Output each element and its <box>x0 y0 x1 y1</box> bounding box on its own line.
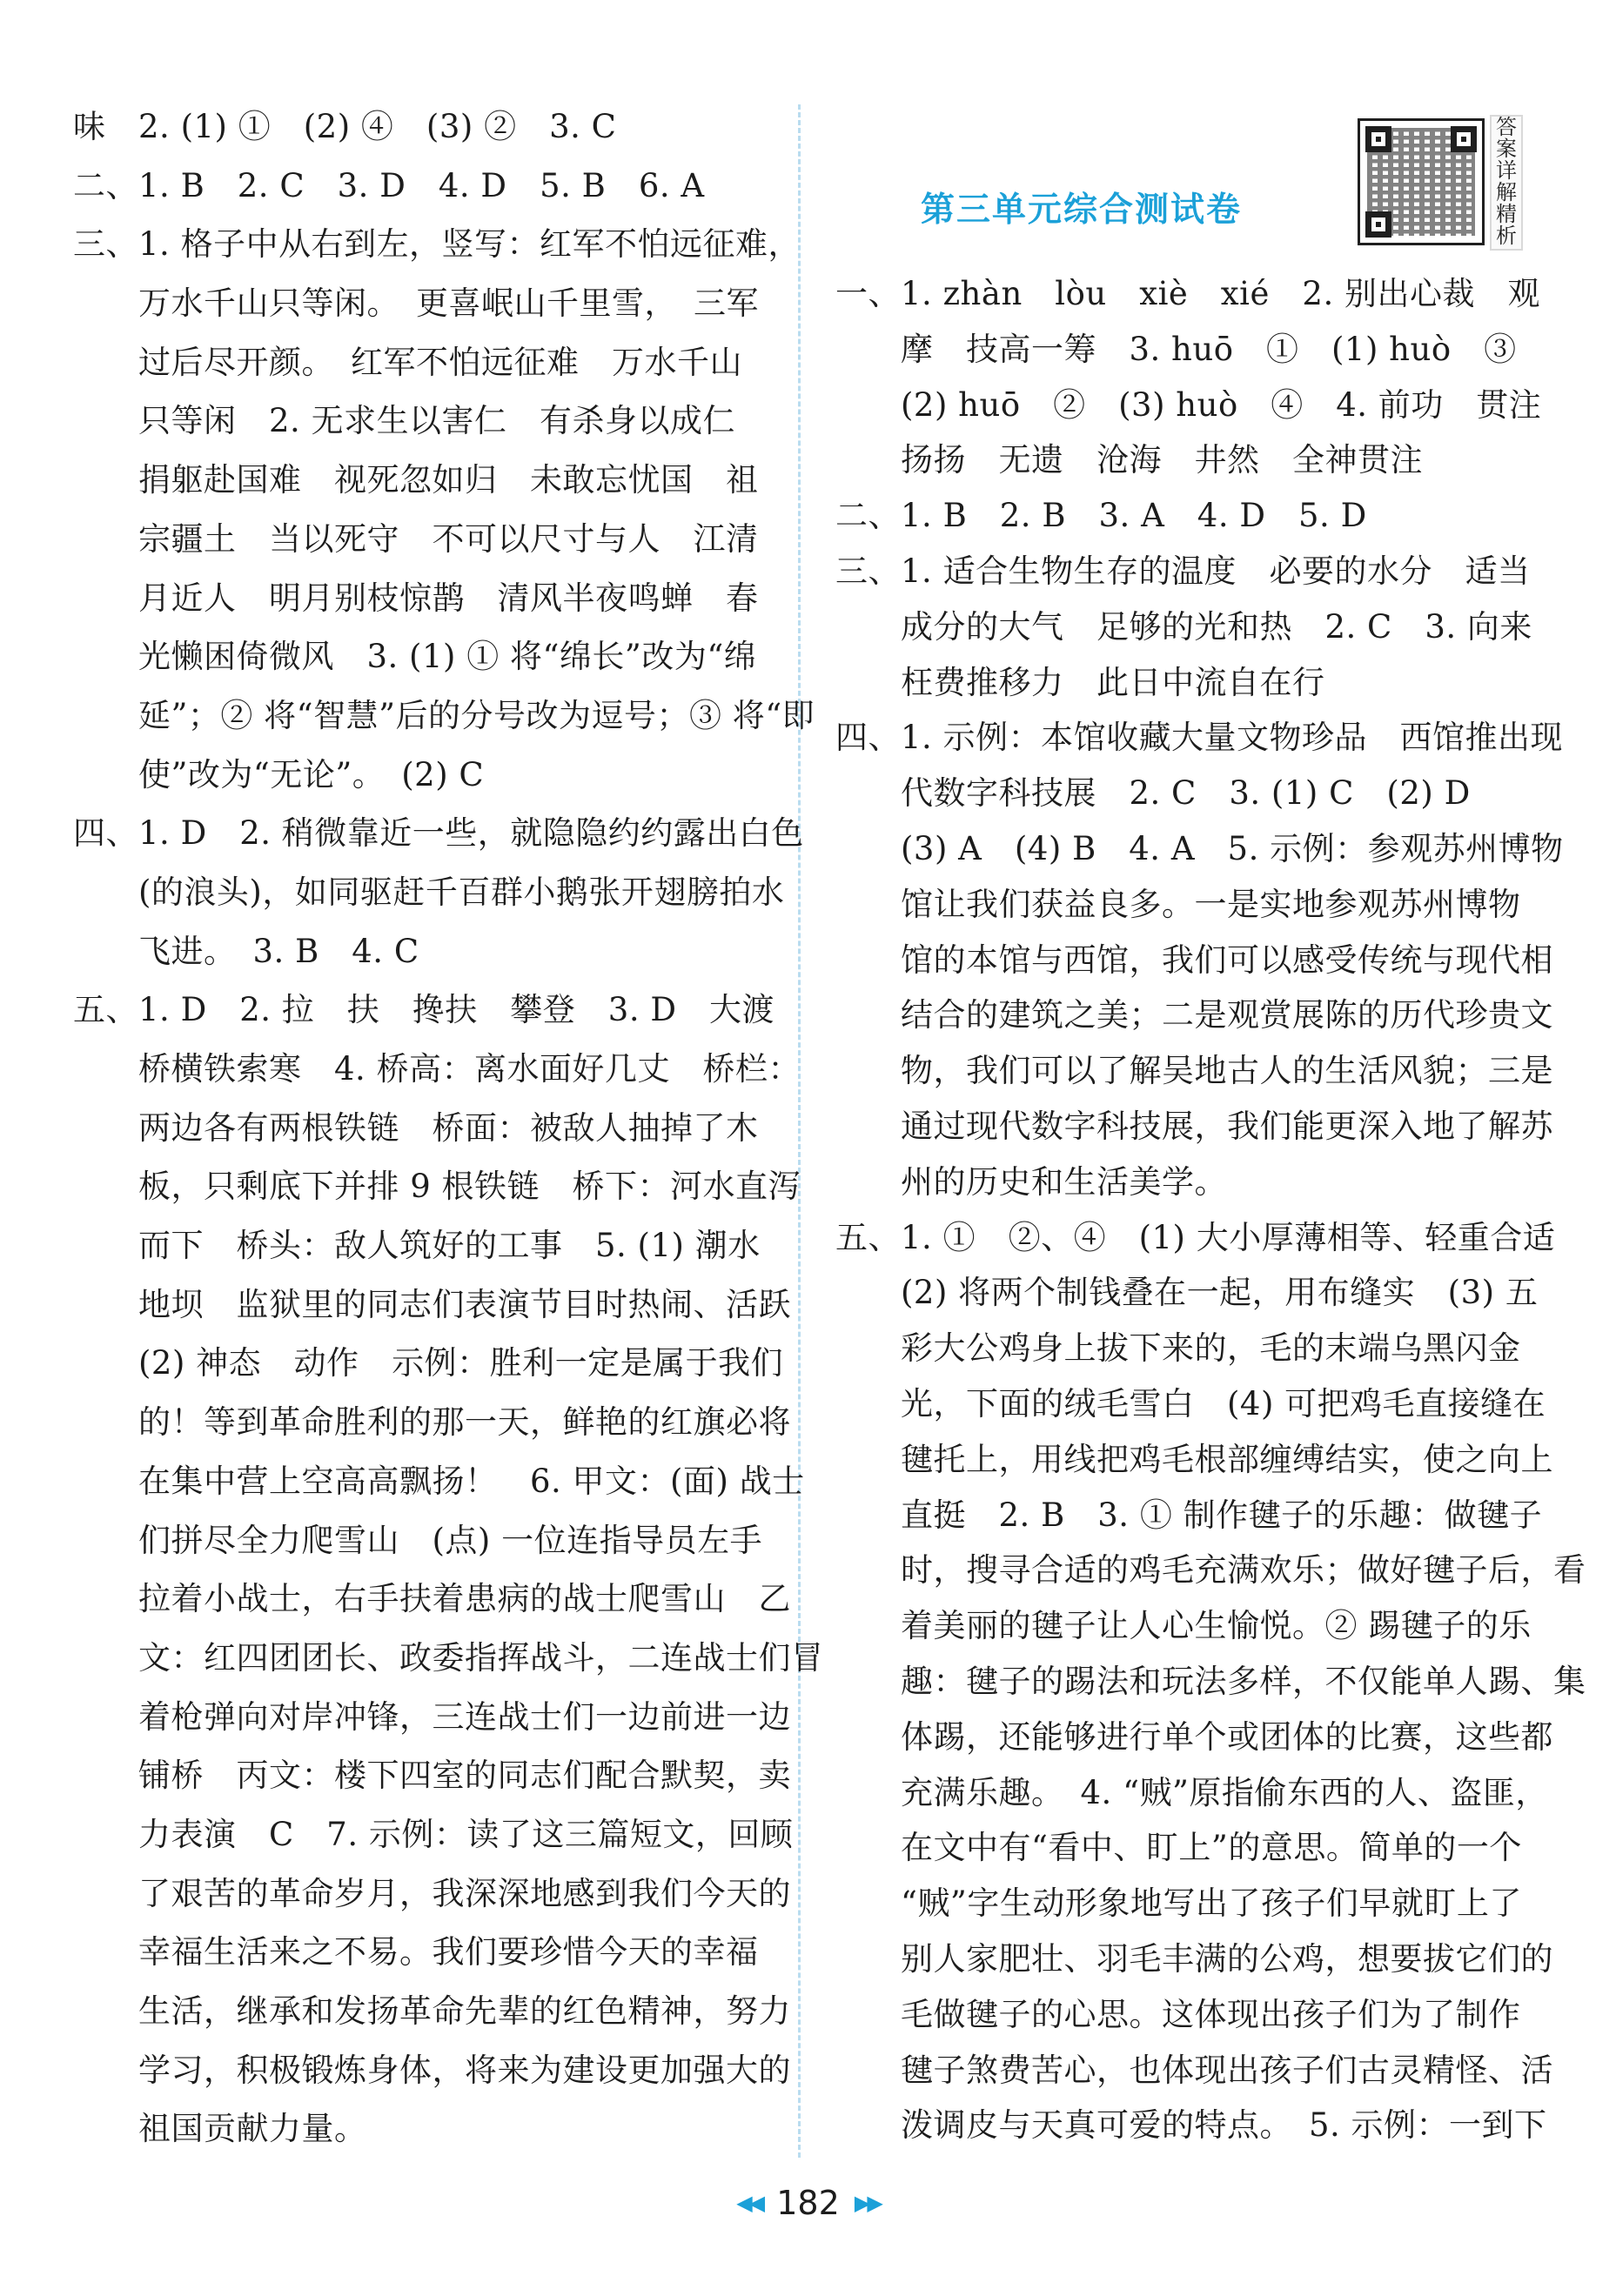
answer-line: (3) A (4) B 4. A 5. 示例：参观苏州博物 <box>835 829 1564 867</box>
answer-line: 味 2. (1) ① (2) ④ (3) ② 3. C <box>73 108 617 145</box>
answer-line: 泼调皮与天真可爱的特点。 5. 示例：一到下 <box>835 2106 1547 2145</box>
answer-line: 二、1. B 2. B 3. A 4. D 5. D <box>835 497 1367 535</box>
answer-line: 使”改为“无论”。 (2) C <box>73 755 485 793</box>
answer-line: 结合的建筑之美；二是观赏展陈的历代珍贵文 <box>835 996 1553 1034</box>
answer-line: 而下 桥头：敌人筑好的工事 5. (1) 潮水 <box>73 1227 761 1265</box>
answer-line: (2) 将两个制钱叠在一起，用布缝实 (3) 五 <box>835 1274 1539 1312</box>
answer-line: 彩大公鸡身上拔下来的，毛的末端乌黑闪金 <box>835 1329 1521 1368</box>
answer-line: 光懒困倚微风 3. (1) ① 将“绵长”改为“绵 <box>73 638 757 676</box>
column-divider <box>798 104 801 2158</box>
answer-line: 体踢，还能够进行单个或团体的比赛，这些都 <box>835 1717 1553 1756</box>
answer-line: 枉费推移力 此日中流自在行 <box>835 663 1325 701</box>
answer-line: 祖国贡献力量。 <box>73 2110 367 2148</box>
answer-line: 生活，继承和发扬革命先辈的红色精神，努力 <box>73 1992 791 2030</box>
answer-line: 州的历史和生活美学。 <box>835 1162 1227 1201</box>
answer-line: 飞进。 3. B 4. C <box>73 932 419 970</box>
answer-line: 只等闲 2. 无求生以害仁 有杀身以成仁 <box>73 402 736 440</box>
answer-line: 宗疆土 当以死守 不可以尺寸与人 江清 <box>73 519 759 558</box>
page-number: 182 <box>776 2184 840 2222</box>
answer-line: 五、1. D 2. 拉 扶 搀扶 攀登 3. D 大渡 <box>73 991 775 1029</box>
answer-line: 五、1. ① ②、④ (1) 大小厚薄相等、轻重合适 <box>835 1218 1556 1256</box>
answer-line: 幸福生活来之不易。我们要珍惜今天的幸福 <box>73 1933 759 1971</box>
answer-line: 光，下面的绒毛雪白 (4) 可把鸡毛直接缝在 <box>835 1384 1546 1422</box>
answer-line: 延”；② 将“智慧”后的分号改为逗号；③ 将“即 <box>73 696 815 734</box>
answer-line: 学习，积极锻炼身体，将来为建设更加强大的 <box>73 2051 791 2089</box>
answer-line: 一、1. zhàn lòu xiè xié 2. 别出心裁 观 <box>835 275 1540 312</box>
section-title: 第三单元综合测试卷 <box>921 191 1243 230</box>
answer-line: 毛做毽子的心思。这体现出孩子们为了制作 <box>835 1995 1521 2033</box>
answer-line: 四、1. 示例：本馆收藏大量文物珍品 西馆推出现 <box>835 719 1564 757</box>
answer-line: 毽子煞费苦心，也体现出孩子们古灵精怪、活 <box>835 2051 1553 2089</box>
answer-line: 们拼尽全力爬雪山 (点) 一位连指导员左手 <box>73 1521 763 1559</box>
answer-line: 铺桥 丙文：楼下四室的同志们配合默契，卖 <box>73 1757 791 1795</box>
answer-line: 捐躯赴国难 视死忽如归 未敢忘忧国 祖 <box>73 461 759 499</box>
answer-line: “贼”字生动形象地写出了孩子们早就盯上了 <box>835 1884 1522 1923</box>
answer-line: 直挺 2. B 3. ① 制作毽子的乐趣：做毽子 <box>835 1496 1543 1534</box>
answer-line: 充满乐趣。 4. “贼”原指偷东西的人、盗匪， <box>835 1773 1548 1811</box>
prev-page-icon[interactable]: ◀◀ <box>736 2191 762 2215</box>
answer-line: 万水千山只等闲。 更喜岷山千里雪， 三军 <box>73 284 759 323</box>
page-footer <box>0 2184 1616 2222</box>
answer-line: 馆让我们获益良多。一是实地参观苏州博物 <box>835 885 1521 923</box>
left-answer-column <box>73 97 824 2159</box>
answer-line: 了艰苦的革命岁月，我深深地感到我们今天的 <box>73 1874 791 1912</box>
answer-line: 别人家肥壮、羽毛丰满的公鸡，想要拔它们的 <box>835 1939 1553 1978</box>
answer-line: 馆的本馆与西馆，我们可以感受传统与现代相 <box>835 940 1553 979</box>
answer-line: 着枪弹向对岸冲锋，三连战士们一边前进一边 <box>73 1697 791 1736</box>
qr-code-icon[interactable] <box>1358 118 1485 245</box>
answer-line: 成分的大气 足够的光和热 2. C 3. 向来 <box>835 607 1532 646</box>
answer-line: 扬扬 无遗 沧海 井然 全神贯注 <box>835 441 1423 479</box>
answer-line: 摩 技高一筹 3. huō ① (1) huò ③ <box>835 330 1517 368</box>
answer-line: 月近人 明月别枝惊鹊 清风半夜鸣蝉 春 <box>73 579 759 617</box>
qr-code-label: 答案详解精析 <box>1490 115 1523 251</box>
answer-line: 趣：毽子的踢法和玩法多样，不仅能单人踢、集 <box>835 1662 1586 1700</box>
answer-line: 着美丽的毽子让人心生愉悦。② 踢毽子的乐 <box>835 1607 1532 1645</box>
answer-line: 物，我们可以了解吴地古人的生活风貌；三是 <box>835 1052 1553 1090</box>
answer-line: 在集中营上空高高飘扬！ 6. 甲文：(面) 战士 <box>73 1462 805 1500</box>
answer-line: 代数字科技展 2. C 3. (1) C (2) D <box>835 774 1471 813</box>
answer-line: 板，只剩底下并排 9 根铁链 桥下：河水直泻 <box>73 1168 801 1206</box>
right-answer-column <box>835 266 1586 2153</box>
answer-line: 三、1. 适合生物生存的温度 必要的水分 适当 <box>835 552 1531 590</box>
next-page-icon[interactable]: ▶▶ <box>854 2191 880 2215</box>
answer-line: 二、1. B 2. C 3. D 4. D 5. B 6. A <box>73 166 705 204</box>
answer-line: 地坝 监狱里的同志们表演节目时热闹、活跃 <box>73 1285 791 1323</box>
answer-line: 文：红四团团长、政委指挥战斗，二连战士们冒 <box>73 1638 824 1677</box>
answer-line: 在文中有“看中、盯上”的意思。简单的一个 <box>835 1829 1522 1867</box>
answer-line: 力表演 C 7. 示例：读了这三篇短文，回顾 <box>73 1815 794 1853</box>
answer-line: 通过现代数字科技展，我们能更深入地了解苏 <box>835 1107 1553 1145</box>
answer-line: 三、1. 格子中从右到左，竖写：红军不怕远征难， <box>73 225 801 264</box>
answer-line: 的！等到革命胜利的那一天，鲜艳的红旗必将 <box>73 1403 791 1442</box>
answer-line: 两边各有两根铁链 桥面：被敌人抽掉了木 <box>73 1108 759 1147</box>
answer-line: 毽托上，用线把鸡毛根部缠缚结实，使之向上 <box>835 1440 1553 1478</box>
answer-line: (2) huō ② (3) huò ④ 4. 前功 贯注 <box>835 385 1542 424</box>
answer-line: 时，搜寻合适的鸡毛充满欢乐；做好毽子后，看 <box>835 1551 1586 1590</box>
answer-line: 桥横铁索寒 4. 桥高：离水面好几丈 桥栏： <box>73 1050 801 1088</box>
answer-line: 过后尽开颜。 红军不怕远征难 万水千山 <box>73 343 742 381</box>
answer-line: (2) 神态 动作 示例：胜利一定是属于我们 <box>73 1344 784 1382</box>
answer-line: (的浪头)，如同驱赶千百群小鹅张开翅膀拍水 <box>73 873 785 911</box>
answer-line: 拉着小战士，右手扶着患病的战士爬雪山 乙 <box>73 1580 791 1618</box>
answer-line: 四、1. D 2. 稍微靠近一些，就隐隐约约露出白色 <box>73 814 804 853</box>
